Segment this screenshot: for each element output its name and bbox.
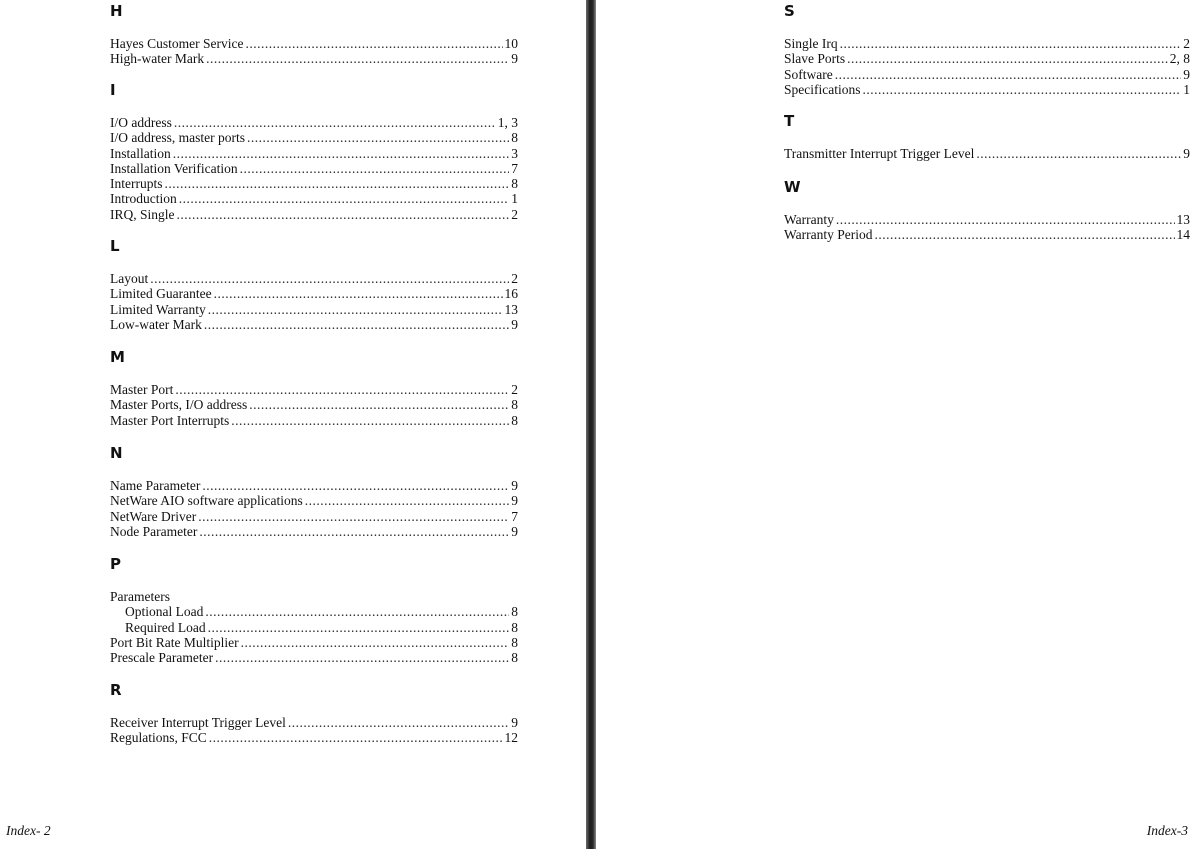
index-entry: [110, 115, 518, 130]
entry-label: Hayes Customer Service: [110, 36, 244, 51]
entry-pages: 8: [511, 634, 518, 650]
entry-pages: 1: [1183, 81, 1190, 97]
leader-dots: [177, 207, 510, 222]
section-letter: H: [110, 2, 123, 20]
section-letter: W: [784, 178, 801, 196]
entry-label: IRQ, Single: [110, 206, 175, 222]
index-entry: [110, 161, 518, 176]
index-entry: [110, 397, 518, 412]
entry-label: Required Load: [125, 619, 206, 635]
entry-pages: 2: [1183, 36, 1190, 51]
index-section-n: [110, 443, 518, 539]
entry-pages: 9: [511, 51, 518, 67]
left-page: [0, 0, 588, 849]
index-entry-heading: [110, 589, 518, 604]
entry-pages: 10: [504, 36, 518, 51]
page-number-footer: Index-3: [1146, 823, 1188, 838]
leader-dots: [847, 51, 1168, 66]
index-section-p: [110, 554, 518, 665]
index-entry: [110, 130, 518, 145]
leader-dots: [204, 317, 509, 332]
index-entry: [110, 493, 518, 508]
leader-dots: [150, 271, 509, 286]
index-entry: [784, 67, 1190, 82]
entry-pages: 13: [1176, 212, 1190, 227]
entry-label: Optional Load: [125, 604, 204, 620]
entry-pages: 9: [511, 316, 518, 332]
leader-dots: [835, 67, 1182, 82]
entry-pages: 2, 8: [1169, 51, 1190, 67]
entry-pages: 8: [511, 619, 518, 635]
entry-label: Single Irq: [784, 36, 838, 51]
entry-pages: 8: [511, 176, 518, 192]
leader-dots: [208, 620, 510, 635]
leader-dots: [205, 604, 509, 619]
index-subentry: [110, 604, 518, 619]
index-section-r: [110, 680, 518, 746]
leader-dots: [288, 715, 509, 730]
index-entry: [110, 302, 518, 317]
index-entry: [110, 317, 518, 332]
entry-label: Limited Guarantee: [110, 286, 212, 302]
entry-label: Prescale Parameter: [110, 650, 214, 666]
index-entry: [110, 478, 518, 493]
leader-dots: [840, 36, 1182, 51]
entry-label: High-water Mark: [110, 51, 205, 67]
entry-pages: 16: [504, 286, 518, 302]
entry-label: Software: [784, 66, 833, 82]
entry-label: Master Port: [110, 382, 174, 397]
entry-label: Receiver Interrupt Trigger Level: [110, 715, 286, 730]
entry-label: Master Ports, I/O address: [110, 397, 248, 413]
index-subentry: [110, 620, 518, 635]
entry-label: Interrupts: [110, 176, 163, 192]
entry-label: Slave Ports: [784, 51, 846, 67]
entry-pages: 3: [511, 145, 518, 161]
leader-dots: [206, 51, 509, 66]
leader-dots: [862, 82, 1181, 97]
leader-dots: [976, 146, 1181, 161]
entry-pages: 9: [511, 478, 518, 493]
entry-label: Parameters: [110, 589, 170, 604]
entry-label: Introduction: [110, 191, 177, 207]
entry-pages: 8: [511, 650, 518, 666]
entry-label: Node Parameter: [110, 523, 198, 539]
index-entry: [784, 146, 1190, 161]
index-entry: [110, 524, 518, 539]
entry-label: Master Port Interrupts: [110, 412, 230, 428]
entry-label: Installation Verification: [110, 160, 238, 176]
section-letter: P: [110, 555, 121, 573]
page-number-footer: Index- 2: [6, 823, 51, 838]
entry-pages: 12: [504, 730, 518, 746]
leader-dots: [305, 493, 510, 508]
entry-pages: 9: [511, 715, 518, 730]
entry-pages: 9: [1183, 66, 1190, 82]
leader-dots: [199, 524, 509, 539]
leader-dots: [215, 650, 509, 665]
entry-pages: 7: [511, 508, 518, 524]
leader-dots: [249, 397, 509, 412]
entry-pages: 7: [511, 160, 518, 176]
entry-pages: 8: [511, 130, 518, 146]
leader-dots: [241, 635, 510, 650]
section-letter: N: [110, 444, 123, 462]
index-entry: [110, 635, 518, 650]
section-letter: R: [110, 681, 122, 699]
leader-dots: [208, 302, 503, 317]
leader-dots: [836, 212, 1175, 227]
leader-dots: [245, 36, 502, 51]
index-section-l: [110, 236, 518, 332]
right-page: [598, 0, 1200, 849]
entry-label: Installation: [110, 145, 171, 161]
index-entry: [110, 286, 518, 301]
index-entry: [784, 212, 1190, 227]
entry-pages: 13: [504, 301, 518, 317]
index-entry: [784, 51, 1190, 66]
entry-pages: 2: [511, 271, 518, 286]
index-entry: [110, 413, 518, 428]
index-entry: [110, 51, 518, 66]
leader-dots: [174, 115, 496, 130]
entry-label: Port Bit Rate Multiplier: [110, 634, 239, 650]
index-entry: [110, 650, 518, 665]
index-section-w: [784, 177, 1190, 243]
index-entry: [784, 36, 1190, 51]
entry-pages: 9: [511, 523, 518, 539]
entry-label: Low-water Mark: [110, 316, 202, 332]
index-entry: [110, 509, 518, 524]
index-section-m: [110, 347, 518, 428]
leader-dots: [214, 286, 503, 301]
leader-dots: [175, 382, 509, 397]
leader-dots: [875, 227, 1175, 242]
section-letter: I: [110, 81, 116, 99]
index-entry: [110, 715, 518, 730]
entry-label: NetWare Driver: [110, 508, 197, 524]
entry-label: NetWare AIO software applications: [110, 493, 303, 509]
entry-label: I/O address, master ports: [110, 130, 245, 146]
entry-pages: 1, 3: [497, 115, 518, 130]
entry-label: Transmitter Interrupt Trigger Level: [784, 146, 975, 161]
leader-dots: [198, 509, 509, 524]
section-letter: T: [784, 112, 795, 130]
index-entry: [110, 382, 518, 397]
leader-dots: [179, 191, 510, 206]
entry-pages: 1: [511, 191, 518, 207]
entry-label: Name Parameter: [110, 478, 201, 493]
section-letter: S: [784, 2, 795, 20]
entry-pages: 2: [511, 206, 518, 222]
index-entry: [784, 227, 1190, 242]
entry-pages: 9: [511, 493, 518, 509]
entry-pages: 2: [511, 382, 518, 397]
index-section-t: [784, 111, 1190, 161]
section-letter: L: [110, 237, 120, 255]
index-entry: [110, 207, 518, 222]
entry-label: Regulations, FCC: [110, 730, 207, 746]
section-letter: M: [110, 348, 125, 366]
entry-label: Warranty Period: [784, 227, 873, 243]
entry-label: Limited Warranty: [110, 301, 206, 317]
entry-pages: 9: [1183, 146, 1190, 161]
entry-pages: 8: [511, 397, 518, 413]
index-entry: [110, 36, 518, 51]
index-entry: [110, 146, 518, 161]
leader-dots: [164, 176, 509, 191]
entry-label: Specifications: [784, 81, 861, 97]
index-section-h: [110, 1, 518, 67]
entry-label: Warranty: [784, 212, 834, 227]
leader-dots: [247, 130, 509, 145]
entry-pages: 14: [1176, 227, 1190, 243]
index-entry: [110, 176, 518, 191]
index-entry: [784, 82, 1190, 97]
entry-label: I/O address: [110, 115, 172, 130]
leader-dots: [231, 413, 509, 428]
entry-pages: 8: [511, 604, 518, 620]
index-section-i: [110, 80, 518, 222]
index-section-s: [784, 1, 1190, 97]
entry-pages: 8: [511, 412, 518, 428]
leader-dots: [202, 478, 509, 493]
index-entry: [110, 191, 518, 206]
leader-dots: [209, 730, 503, 745]
leader-dots: [240, 161, 510, 176]
entry-label: Layout: [110, 271, 149, 286]
book-spine-gutter: [586, 0, 596, 849]
index-entry: [110, 271, 518, 286]
index-entry: [110, 730, 518, 745]
leader-dots: [173, 146, 510, 161]
